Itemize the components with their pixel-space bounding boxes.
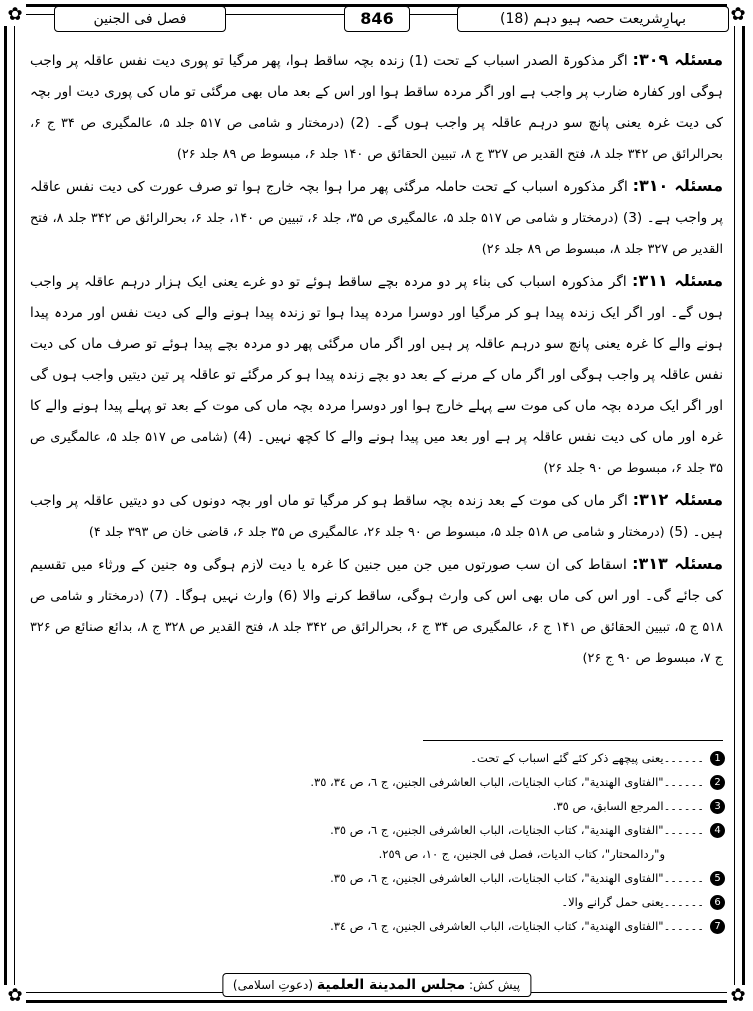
- footer-org: مجلس المدينة العلمية: [316, 977, 466, 993]
- footnote-item: [30, 746, 725, 770]
- page-number: 846: [344, 6, 410, 32]
- corner-ornament-icon: ✿: [727, 985, 749, 1007]
- masala-text: اگر مذکورہ اسباب کی بناء پر دو مردہ بچے ساقط ہوئے تو دو غرے یعنی ایک ہزار درہم عاقلہ پر واجب ہوں گے۔ اور اگر ایک زندہ پیدا ہو کر مرگیا اور دوسرا مردہ پیدا ہوا تو زندہ پیدا ہونے والے کی دیت نفس اور مردہ پیدا ہونے والے کا غرہ یعنی پانچ سو درہم عاقلہ پر ہیں اور اگر ماں مرگئی پھر دو مردہ بچے پیدا ہوئے تو صرف ماں کی دیت نفس عاقلہ پر واجب ہوگی اور اگر ماں کے مرنے کے بعد دو بچے زندہ پیدا ہو کر مرگئے تو عاقلہ پر تین دیتیں واجب ہوں گی اور اگر ایک مردہ بچہ ماں کی موت سے پہلے خارج ہوا اور دوسرا مردہ بچہ ماں کی موت کے بعد تو پہلے پیدا ہونے والے کا غرہ اور ماں کی دیت نفس عاقلہ پر ہے اور بعد میں پیدا ہونے والے کا کچھ نہیں۔ (4): [30, 274, 723, 445]
- masala-number: مسئلہ ۳۱۳:: [632, 554, 723, 573]
- footnote-text: و"ردالمحتار"، كتاب الديات، فصل فى الجنين، ج ١٠، ص ٢٥٩.: [378, 847, 665, 861]
- corner-ornament-icon: ✿: [4, 985, 26, 1007]
- footnote-number: 6: [710, 895, 725, 910]
- footnote-separator: [423, 740, 723, 741]
- footer-prefix: پیش کش:: [468, 978, 521, 992]
- footnote-text: ۔۔۔۔۔۔یعنی پیچھے ذکر کئے گئے اسباب کے تحت۔: [470, 751, 704, 765]
- footnote-item: [30, 866, 725, 890]
- masala-text: اگر مذکورۃ الصدر اسباب کے تحت (1) زندہ بچہ ساقط ہوا، پھر مرگیا تو پوری دیت نفس عاقلہ پر واجب ہوگی اور کفارہ ضارب پر واجب ہے اور اگر مردہ ساقط ہوا اور اس کے بعد ماں بھی مرگئی تو ماں کی پوری دیت اور بچہ کی دیت غرہ یعنی پانچ سو درہم عاقلہ پر واجب ہوں گے۔ (2): [30, 53, 724, 131]
- section-title: فصل فی الجنین: [54, 6, 226, 32]
- footnote-number: 7: [710, 919, 725, 934]
- footnote-text: ۔۔۔۔۔۔یعنی حمل گرانے والا۔: [561, 895, 704, 909]
- masala-310: [30, 170, 723, 265]
- footnote-item: [30, 770, 725, 794]
- footnote-text: ۔۔۔۔۔۔"الفتاوی الهندية"، كتاب الجنايات، الباب العاشرفى الجنين، ج ٦، ص ٣٥.: [330, 823, 704, 837]
- masala-313: [30, 548, 723, 674]
- masala-references: (درمختار و شامی ص ۵۱۷ جلد ۵، عالمگیری ص ۳۵، جلد ۶، تبیین ص ۱۴۰، جلد ۶، بحرالرائق ص ۳۴۲ جلد ۸، فتح القدیر ص ۳۲۷ جلد ۸، مبسوط ص ۸۹ جلد ۲۶): [30, 211, 723, 257]
- footnote-item: [30, 842, 725, 866]
- masala-number: مسئلہ ۳۰۹:: [632, 50, 723, 69]
- masala-text: اگر ماں کی موت کے بعد زندہ بچہ ساقط ہو کر مرگیا تو ماں اور بچہ دونوں کی دو دیتیں عاقلہ پر واجب ہیں۔ (5): [30, 493, 723, 540]
- footnote-text: ۔۔۔۔۔۔"الفتاوی الهندية"، كتاب الجنايات، الباب العاشرفى الجنين، ج ٦، ص ٣٤.: [330, 919, 704, 933]
- masala-number: مسئلہ ۳۱۰:: [632, 176, 723, 195]
- footnotes: [30, 746, 725, 938]
- footnote-number: 5: [710, 871, 725, 886]
- masala-references: (درمختار و شامی ص ۵۱۸ جلد ۵، مبسوط ص ۹۰ جلد ۲۶، عالمگیری ص ۳۵ جلد ۶، قاضی خان ص ۳۹۳ جلد ۴): [88, 525, 665, 540]
- masala-text: اسقاط کی ان سب صورتوں میں جن میں جنین کا غرہ یا دیت لازم ہوگی وہ جنین کے ورثاء میں تقسیم کی جائے گی۔ اور اس کی ماں بھی اس کی وارث ہوگی، ساقط کرنے والا (6) وارث نہیں ہوگا۔ (7): [30, 557, 723, 604]
- masala-number: مسئلہ ۳۱۲:: [632, 490, 723, 509]
- masala-312: [30, 484, 723, 548]
- masala-309: [30, 44, 723, 170]
- masala-number: مسئلہ ۳۱۱:: [632, 271, 724, 290]
- masala-text: اگر مذکورہ اسباب کے تحت حاملہ مرگئی پھر مرا ہوا بچہ خارج ہوا تو صرف عورت کی دیت نفس عاقلہ پر واجب ہے۔ (3): [30, 179, 724, 226]
- footnote-item: [30, 794, 725, 818]
- footnote-item: [30, 914, 725, 938]
- footnote-number: 4: [710, 823, 725, 838]
- masala-311: [30, 265, 723, 484]
- footnote-item: [30, 890, 725, 914]
- footnote-number: 2: [710, 775, 725, 790]
- footnote-item: [30, 818, 725, 842]
- footnote-number: 3: [710, 799, 725, 814]
- footer-suffix: (دعوتِ اسلامی): [232, 978, 314, 992]
- footnote-text: ۔۔۔۔۔۔"الفتاوی الهندية"، كتاب الجنايات، الباب العاشرفى الجنين، ج ٦، ص ٣٤، ٣٥.: [310, 775, 704, 789]
- masala-references: (درمختار و شامی ص ۵۱۷ جلد ۵، عالمگیری ص ۳۴ ج ۶، بحرالرائق ص ۳۴۲ جلد ۸، فتح القدیر ص ۳۲۷ ج ۸، تبیین الحقائق ص ۱۴۰ جلد ۶، مبسوط ص ۸۹ جلد ۲۶): [30, 116, 723, 162]
- page-header: [24, 6, 729, 34]
- corner-ornament-icon: ✿: [727, 4, 749, 26]
- book-title: بہارِشریعت حصہ ہیو دہم (18): [457, 6, 729, 32]
- corner-ornament-icon: ✿: [4, 4, 26, 26]
- footnote-number: 1: [710, 751, 725, 766]
- footnote-text: ۔۔۔۔۔۔المرجع السابق، ص ٣٥.: [552, 799, 704, 813]
- publisher-footer: [222, 973, 531, 997]
- main-content: [30, 44, 723, 674]
- footnote-text: ۔۔۔۔۔۔"الفتاوی الهندية"، كتاب الجنايات، الباب العاشرفى الجنين، ج ٦، ص ٣٥.: [330, 871, 704, 885]
- masala-references: (شامی ص ۵۱۷ جلد ۵، عالمگیری ص ۳۵ جلد ۶، مبسوط ص ۹۰ جلد ۲۶): [30, 430, 723, 476]
- masala-references: (درمختار و شامی ص ۵۱۸ ج ۵، تبیین الحقائق ص ۱۴۱ ج ۶، عالمگیری ص ۳۴ ج ۶، بحرالرائق ص ۳۴۲ جلد ۸، فتح القدیر ص ۳۲۸ ج ۸، بدائع صنائع ص ۳۲۶ ج ۷، مبسوط ص ۹۰ ج ۲۶): [30, 589, 723, 666]
